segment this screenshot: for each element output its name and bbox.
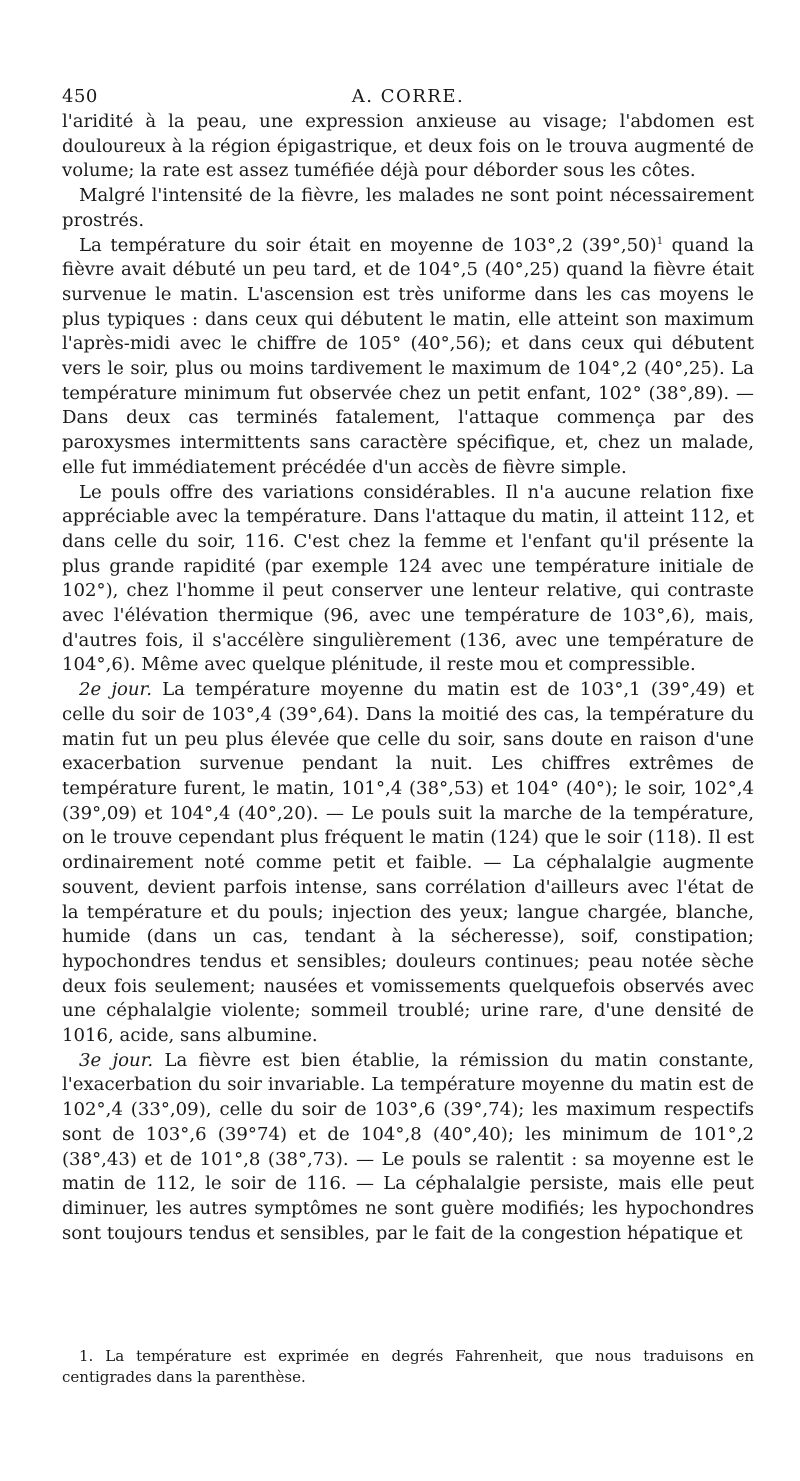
paragraph-text: La température moyenne du matin est de 103°,1 (39°,49) et celle du soir de 103°,4 (39°,64). Dans la moitié des cas, la température du matin fut un peu plus élevée que celle du soir, sans doute en raison d'une exacerbation survenue pendant la nuit. Les chiffres extrêmes de température furent, le matin, 101°,4 (38°,53) et 104° (40°); le soir, 102°,4 (39°,09) et 104°,4 (40°,20). — Le pouls suit la marche de la température, on le trouve cependant plus fréquent le matin (124) que le soir (118). Il est ordinairement noté comme petit et faible. — La céphalalgie augmente souvent, devient parfois intense, sans corrélation d'ailleurs avec l'état de la température et du pouls; injection des yeux; langue chargée, blanche, humide (dans un cas, tendant à la sécheresse), soif, constipation; hypochondres tendus et sensibles; douleurs continues; peau notée sèche deux fois seulement; nausées et vomissements quelquefois observés avec une céphalalgie violente; sommeil troublé; urine rare, d'une densité de 1016, acide, sans albumine. [62, 679, 754, 1047]
paragraph [62, 678, 754, 1049]
paragraph-text: La fièvre est bien établie, la rémission du matin constante, l'exacerbation du soir invariable. La température moyenne du matin est de 102°,4 (33°,09), celle du soir de 103°,6 (39°,74); les maximum respectifs sont de 103°,6 (39°74) et de 104°,8 (40°,40); les minimum de 101°,2 (38°,43) et de 101°,8 (38°,73). — Le pouls se ralentit : sa moyenne est le matin de 112, le soir de 116. — La céphalalgie persiste, mais elle peut diminuer, les autres symptômes ne sont guère modifiés; les hypochondres sont toujours tendus et sensibles, par le fait de la congestion hépatique et [62, 1049, 754, 1244]
paragraph [62, 110, 754, 184]
body-text [62, 110, 754, 1246]
paragraph [62, 481, 754, 679]
footnote-text: La température est exprimée en degrés Fahrenheit, que nous traduisons en centigrades dans la parenthèse. [62, 1347, 754, 1386]
footnote-reference: 1 [656, 235, 664, 247]
page [62, 80, 754, 1246]
paragraph-text: Le pouls offre des variations considérables. Il n'a aucune relation fixe appréciable avec la température. Dans l'attaque du matin, il atteint 112, et dans celle du soir, 116. C'est chez la femme et l'enfant qu'il présente la plus grande rapidité (par exemple 124 avec une température initiale de 102°), chez l'homme il peut conserver une lenteur relative, qui contraste avec l'élévation thermique (96, avec une température de 103°,6), mais, d'autres fois, il s'accélère singulièrement (136, avec une température de 104°,6). Même avec quelque plénitude, il reste mou et compressible. [62, 481, 754, 676]
footnote-mark: 1. [79, 1347, 94, 1365]
running-title: A. CORRE. [351, 86, 465, 107]
paragraph [62, 234, 754, 481]
paragraph-text: quand la fièvre avait débuté un peu tard, et de 104°,5 (40°,25) quand la fièvre était survenue le matin. L'ascension est très uniforme dans les cas moyens le plus typiques : dans ceux qui débutent le matin, elle atteint son maximum l'après-midi avec le chiffre de 105° (40°,56); et dans ceux qui débutent vers le soir, plus ou moins tardivement le maximum de 104°,2 (40°,25). La température minimum fut observée chez un petit enfant, 102° (38°,89). — Dans deux cas terminés fatalement, l'attaque commença par des paroxysmes intermittents sans caractère spécifique, et, chez un malade, elle fut immédiatement précédée d'un accès de fièvre simple. [62, 234, 754, 478]
page-header [62, 80, 754, 110]
paragraph-text: l'aridité à la peau, une expression anxieuse au visage; l'abdomen est douloureux à la région épigastrique, et deux fois on le trouva augmenté de volume; la rate est assez tuméfiée déjà pour déborder sous les côtes. [62, 111, 754, 182]
paragraph-text: Malgré l'intensité de la fièvre, les malades ne sont point nécessairement prostrés. [62, 185, 754, 231]
paragraph-text: La température du soir était en moyenne de 103°,2 (39°,50) [79, 234, 657, 256]
footnote [62, 1346, 754, 1388]
paragraph [62, 1049, 754, 1247]
page-number: 450 [62, 86, 98, 107]
day-heading: 2e jour. [79, 679, 152, 701]
day-heading: 3e jour. [79, 1049, 154, 1071]
paragraph [62, 184, 754, 233]
